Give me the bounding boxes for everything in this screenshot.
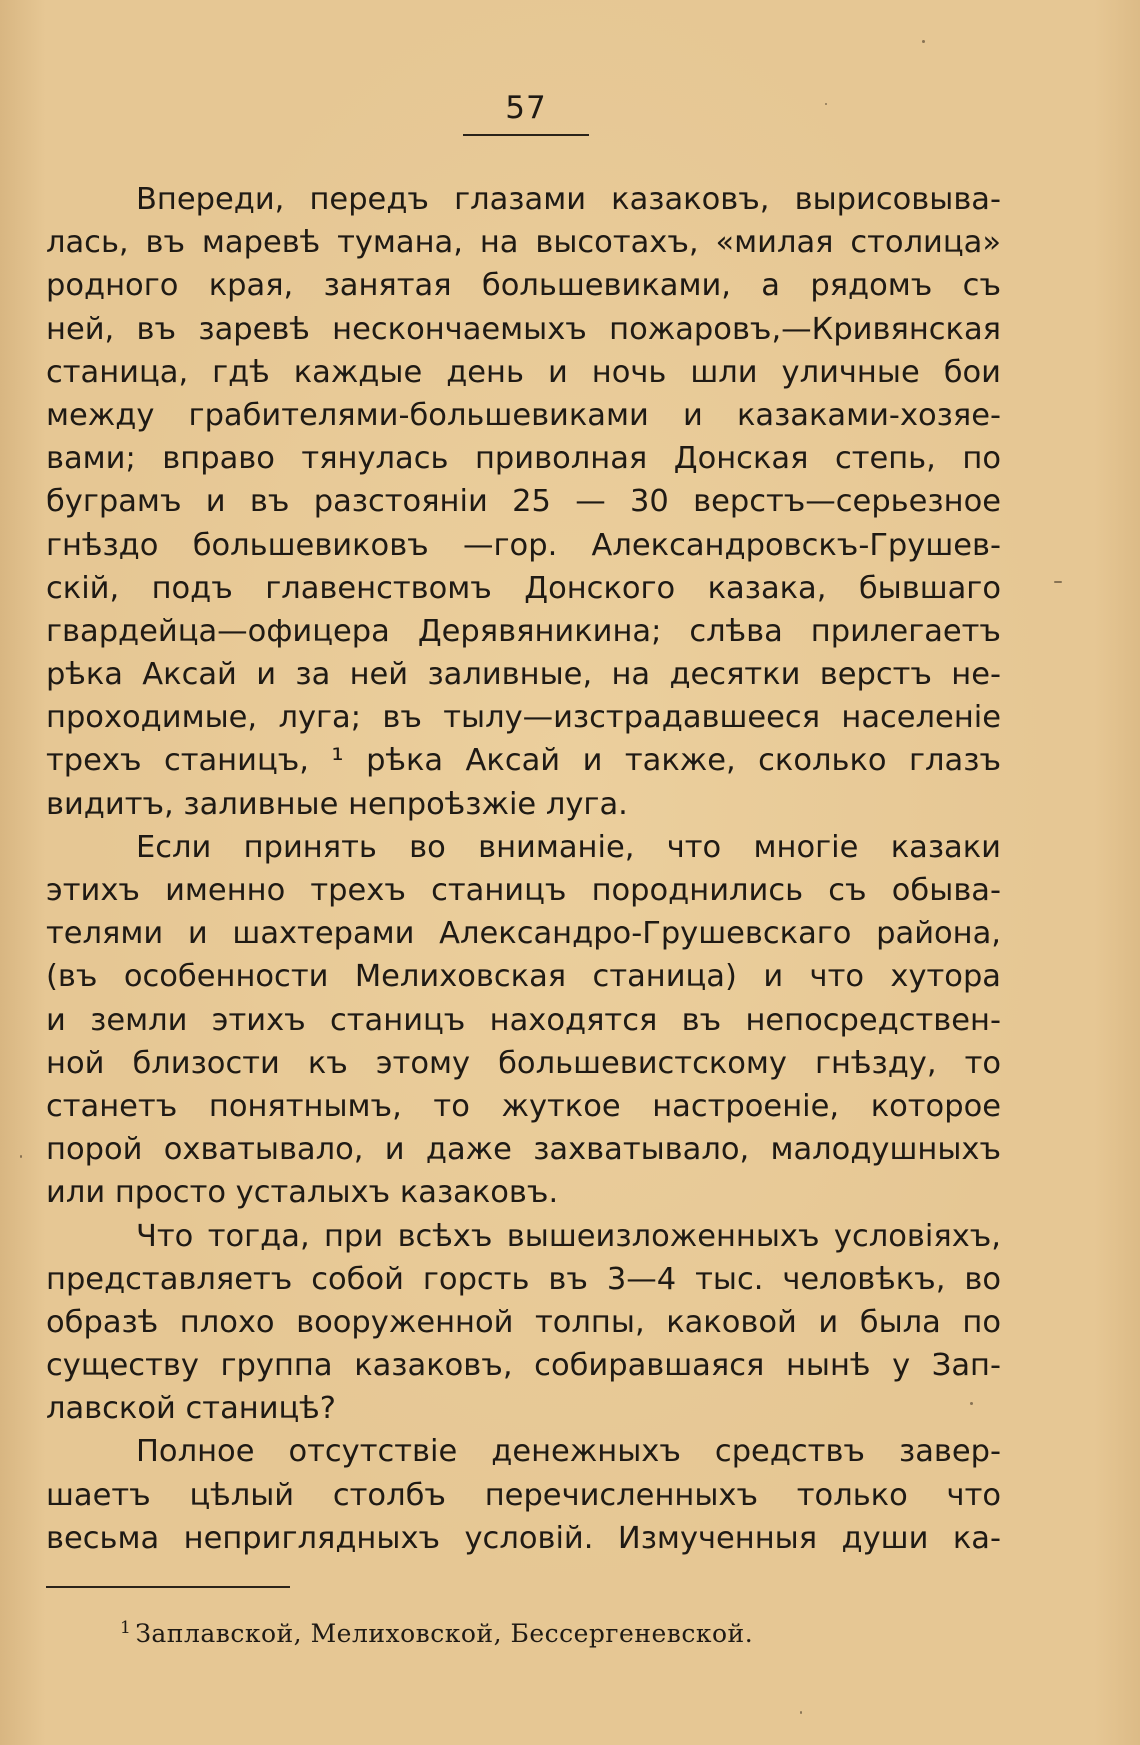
text-line: представляетъ собой горсть въ 3—4 тыс. человѣкъ, во xyxy=(46,1261,1001,1297)
speck xyxy=(922,40,925,43)
text-line: проходимые, луга; въ тылу—изстрадавшееся населеніе xyxy=(46,700,1001,736)
footnote-marker: 1 xyxy=(120,1618,132,1638)
text-line: видитъ, заливные непроѣзжіе луга. xyxy=(46,786,628,822)
text-line: рѣка Аксай и за ней заливные, на десятки верстъ не- xyxy=(46,657,1001,693)
text-line: буграмъ и въ разстояніи 25 — 30 верстъ—серьезное xyxy=(46,484,1001,520)
text-line: Что тогда, при всѣхъ вышеизложенныхъ условіяхъ, xyxy=(136,1218,1001,1254)
text-line: Если принять во вниманіе, что многіе казаки xyxy=(136,829,1001,865)
paragraph-2 xyxy=(46,826,1001,1215)
speck xyxy=(970,1402,973,1405)
text-line: Полное отсутствіе денежныхъ средствъ завер- xyxy=(136,1434,1001,1470)
text-line: скій, подъ главенствомъ Донского казака, бывшаго xyxy=(46,570,1001,606)
text-line: этихъ именно трехъ станицъ породнились съ обыва- xyxy=(46,873,1001,908)
text-line: существу группа казаковъ, собиравшаяся нынѣ у Зап- xyxy=(46,1348,1001,1384)
speck xyxy=(1054,581,1062,583)
footnote-text: Заплавской, Мелиховской, Бессергеневской. xyxy=(135,1619,754,1648)
text-line: шаетъ цѣлый столбъ перечисленныхъ только что xyxy=(46,1477,1001,1513)
text-line: между грабителями-большевиками и казаками-хозяе- xyxy=(46,397,1001,433)
text-line: весьма неприглядныхъ условій. Измученныя души ка- xyxy=(46,1520,1001,1556)
text-line: (въ особенности Мелиховская станица) и что хутора xyxy=(46,959,1001,995)
text-line: лавской станицѣ? xyxy=(46,1391,336,1427)
text-line: ней, въ заревѣ нескончаемыхъ пожаровъ,—Кривянская xyxy=(46,311,1001,347)
text-line: или просто усталыхъ казаковъ. xyxy=(46,1175,559,1211)
speck xyxy=(825,103,827,105)
page-number-underline xyxy=(463,134,589,136)
text-line: ной близости къ этому большевистскому гнѣзду, то xyxy=(46,1045,1001,1081)
text-line: лась, въ маревѣ тумана, на высотахъ, «милая столица» xyxy=(46,225,1001,261)
speck xyxy=(800,1711,802,1714)
text-line: Впереди, передъ глазами казаковъ, вырисовыва- xyxy=(136,182,1001,217)
text-line: образѣ плохо вооруженной толпы, каковой и была по xyxy=(46,1304,1001,1340)
footnote xyxy=(120,1611,753,1651)
text-line: гвардейца—офицера Дерявяникина; слѣва прилегаетъ xyxy=(46,613,1001,649)
body-text xyxy=(46,178,1001,1560)
text-line: станетъ понятнымъ, то жуткое настроеніе, которое xyxy=(46,1088,1001,1124)
text-line: телями и шахтерами Александро-Грушевскаго района, xyxy=(46,916,1001,952)
speck xyxy=(20,1155,22,1158)
footnote-divider xyxy=(46,1586,290,1588)
text-line: станица, гдѣ каждые день и ночь шли уличные бои xyxy=(46,354,1001,390)
page-number: 57 xyxy=(505,90,547,126)
text-line: трехъ станицъ, ¹ рѣка Аксай и также, сколько глазъ xyxy=(46,743,1001,779)
text-line: родного края, занятая большевиками, а рядомъ съ xyxy=(46,268,1001,304)
text-line: и земли этихъ станицъ находятся въ непосредствен- xyxy=(46,1002,1001,1038)
text-line: вами; вправо тянулась приволная Донская степь, по xyxy=(46,441,1001,477)
text-line: гнѣздо большевиковъ —гор. Александровскъ-Грушев- xyxy=(46,527,1001,563)
paragraph-4 xyxy=(46,1430,1001,1560)
paragraph-1 xyxy=(46,178,1001,826)
paragraph-3 xyxy=(46,1215,1001,1431)
text-line: порой охватывало, и даже захватывало, малодушныхъ xyxy=(46,1132,1001,1168)
